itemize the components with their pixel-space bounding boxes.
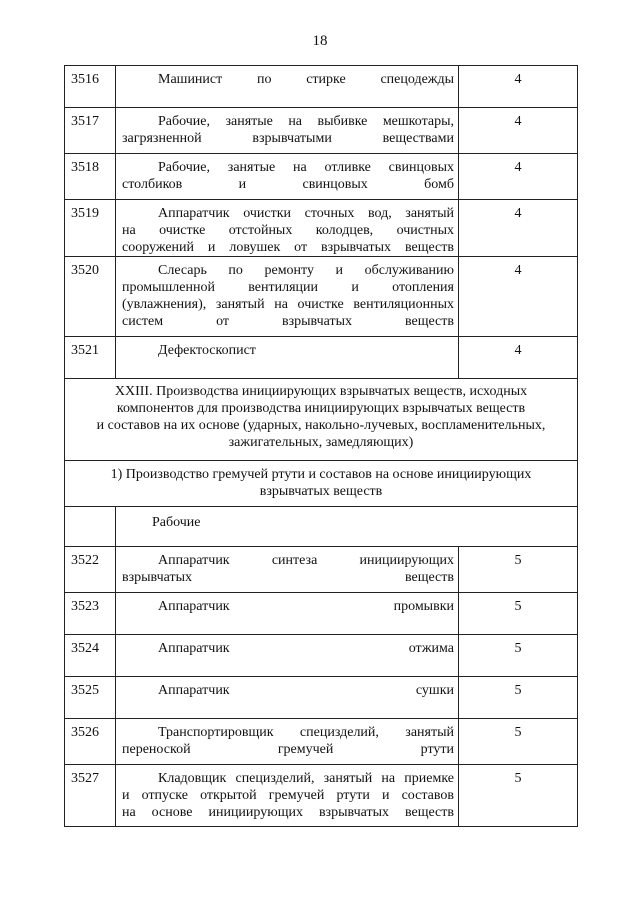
workers-label: Рабочие — [116, 507, 578, 547]
table-row — [65, 337, 578, 379]
table-row — [65, 635, 578, 677]
row-code: 3524 — [65, 635, 116, 677]
section-title — [65, 379, 578, 461]
table-row — [65, 677, 578, 719]
row-value: 4 — [459, 200, 578, 257]
row-code: 3525 — [65, 677, 116, 719]
description-line: Рабочие, занятые на выбивке мешкотары, — [158, 114, 454, 129]
description-line: (увлажнения), занятый на очистке вентиляционных — [122, 297, 454, 312]
row-value: 5 — [459, 547, 578, 593]
row-value: 4 — [459, 257, 578, 337]
subsection-title — [65, 461, 578, 507]
row-description — [116, 593, 459, 635]
table-row — [65, 593, 578, 635]
row-description — [116, 108, 459, 154]
row-description — [116, 66, 459, 108]
table-row — [65, 66, 578, 108]
row-code: 3519 — [65, 200, 116, 257]
description-line: Машинист по стирке спецодежды — [158, 72, 454, 87]
description-line: Кладовщик специзделий, занятый на приемке — [158, 771, 454, 786]
row-value: 5 — [459, 719, 578, 765]
workers-row — [65, 507, 578, 547]
table-row — [65, 547, 578, 593]
row-code: 3522 — [65, 547, 116, 593]
description-line: сооружений и ловушек от взрывчатых веществ — [122, 240, 454, 255]
description-line: Аппаратчик синтеза инициирующих — [158, 553, 454, 568]
row-description — [116, 719, 459, 765]
row-description — [116, 547, 459, 593]
section-row — [65, 379, 578, 461]
row-description — [116, 337, 459, 379]
table-row — [65, 257, 578, 337]
subsection-title-line: 1) Производство гремучей ртути и составов на основе инициирующих — [110, 467, 532, 482]
row-description — [116, 257, 459, 337]
section-title-line: XXIII. Производства инициирующих взрывчатых веществ, исходных — [114, 384, 528, 399]
subsection-title-line: взрывчатых веществ — [259, 484, 383, 499]
row-code: 3518 — [65, 154, 116, 200]
description-line: на основе инициирующих взрывчатых веществ — [122, 805, 454, 820]
description-line: Дефектоскопист — [158, 343, 256, 358]
table-row — [65, 719, 578, 765]
row-description — [116, 200, 459, 257]
section-title-line: зажигательных, замедляющих) — [228, 435, 414, 450]
row-value: 4 — [459, 154, 578, 200]
description-line: Рабочие, занятые на отливке свинцовых — [158, 160, 454, 175]
table-row — [65, 765, 578, 827]
description-line: загрязненной взрывчатыми веществами — [122, 131, 454, 146]
row-value: 5 — [459, 765, 578, 827]
description-line: Транспортировщик специзделий, занятый — [158, 725, 454, 740]
description-line: Аппаратчик отжима — [158, 641, 454, 656]
table-row — [65, 108, 578, 154]
row-description — [116, 635, 459, 677]
row-code: 3516 — [65, 66, 116, 108]
row-value: 5 — [459, 677, 578, 719]
profession-table — [64, 65, 578, 827]
row-code: 3526 — [65, 719, 116, 765]
description-line: переноской гремучей ртути — [122, 742, 454, 757]
row-code: 3521 — [65, 337, 116, 379]
table-row — [65, 154, 578, 200]
description-line: Аппаратчик очистки сточных вод, занятый — [158, 206, 454, 221]
row-value: 5 — [459, 635, 578, 677]
description-line: и отпуске открытой гремучей ртути и составов — [122, 788, 454, 803]
subsection-row — [65, 461, 578, 507]
description-line: систем от взрывчатых веществ — [122, 314, 454, 329]
table-row — [65, 200, 578, 257]
description-line: Аппаратчик сушки — [158, 683, 454, 698]
row-description — [116, 677, 459, 719]
row-value: 5 — [459, 593, 578, 635]
row-value: 4 — [459, 66, 578, 108]
empty-code-cell — [65, 507, 116, 547]
section-title-line: компонентов для производства инициирующих взрывчатых веществ — [116, 401, 526, 416]
description-line: взрывчатых веществ — [122, 570, 454, 585]
description-line: Слесарь по ремонту и обслуживанию — [158, 263, 454, 278]
description-line: промышленной вентиляции и отопления — [122, 280, 454, 295]
description-line: на очистке отстойных колодцев, очистных — [122, 223, 454, 238]
description-line: столбиков и свинцовых бомб — [122, 177, 454, 192]
row-code: 3523 — [65, 593, 116, 635]
page-number: 18 — [312, 33, 328, 49]
row-description — [116, 154, 459, 200]
row-code: 3520 — [65, 257, 116, 337]
row-code: 3517 — [65, 108, 116, 154]
row-code: 3527 — [65, 765, 116, 827]
row-value: 4 — [459, 108, 578, 154]
section-title-line: и составов на их основе (ударных, накольно-лучевых, воспламенительных, — [96, 418, 546, 433]
description-line: Аппаратчик промывки — [158, 599, 454, 614]
row-description — [116, 765, 459, 827]
row-value: 4 — [459, 337, 578, 379]
